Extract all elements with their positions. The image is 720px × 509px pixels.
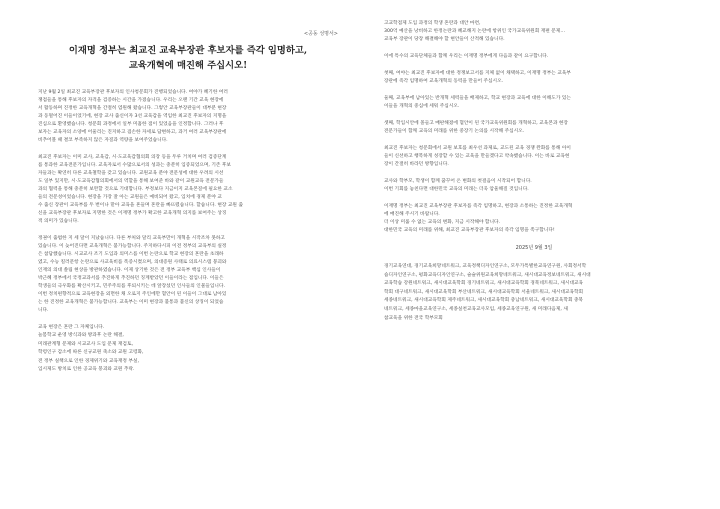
title-line: 교육개혁에 매진해 주십시오! <box>128 60 248 71</box>
demand-third <box>384 120 684 136</box>
text-line: 쟁점들을 통해 후보자의 자격을 검증하는 시간을 가졌습니다. 우리는 오랜 기간 교육 현장에 <box>38 98 224 103</box>
list-item: 학령인구 감소에 따른 신규교원 축소와 교원 고령화, <box>38 350 144 356</box>
text-line: 에 매진해 주시기 바랍니다. <box>384 212 440 217</box>
statement-tag: <공동 성명서> <box>303 31 338 37</box>
text-line: 서 활동하며 진정한 교육개혁을 간절히 염원해 왔습니다. 그렇안 교육부장관들이 대부분 현장 <box>38 106 227 111</box>
text-line: 인재의 의대 쏠림 현상을 방관하였습니다. 이제 상기한 것은 전 정부 교육부 핵심 인사들이 <box>38 268 221 273</box>
text-line: 정권이 출범한 지 세 달이 지났습니다. 다른 부처와 달리 교육부만이 개혁을 시작조차 못하고 <box>38 236 225 241</box>
text-line: 들이 신선하고 행복하게 성장할 수 있는 교육을 만들겠다고 약속했습니다. 이는 바로 교육현 <box>384 154 570 159</box>
text-line: 이재명 정부는 최교진 교육부장관 후보자를 즉각 임명하고, 현장과 소통하는 진정한 교육개혁 <box>384 204 573 209</box>
statement-date: 2025년 9월 3일 <box>515 245 553 251</box>
text-line: 니다. <box>38 308 49 313</box>
text-line: 이들을 개혁의 중심에 세워 주십시오. <box>384 104 460 109</box>
text-line: 둘째, 교육부에 남아있는 반개혁 세력들을 배제하고, 학교 현장과 교육에 대한 이해도가 있는 <box>384 96 571 101</box>
statement-title <box>38 43 338 73</box>
text-line: 박근혜 정부에서 국정교과서를 추진하게 추진하던 징계받았던 이들이라는 점입니다. 이들은 <box>38 276 224 281</box>
text-line: 더 이상 미룰 수 없는 교육의 변화, 지금 시작해야 합니다. <box>384 220 501 225</box>
text-line: 이에 특수의 교육단체들과 함께 우리는 이재명 정부에게 다음과 같이 요구합니다. <box>384 54 549 59</box>
right-paragraph <box>384 178 684 194</box>
list-item: 전 정부 실책으로 인한 경제위기와 교육재정 부실, <box>38 358 139 364</box>
text-line: 는 한 진정한 교육개혁은 불가능합니다. 교육부는 이미 현장과 불통과 불신의 상징이 되었습 <box>38 300 224 305</box>
text-line: 였고, 수능 킬러문항 논란으로 사교육비를 폭증시켰으며, 의대증원 사태로 의료시스템 붕괴와 <box>38 260 227 265</box>
list-item: 미래관계형 문제와 시교교사 도입 문제 재검토, <box>38 341 133 347</box>
text-line: 자들과는 확연히 다른 교육철학을 갖고 있습니다. 교원교육 분야 전문성에 대한 우려의 시선 <box>38 171 224 176</box>
text-line: 도 일부 있지만, 시·도교육감협의회에서의 역할을 통해 보여준 바와 같이 교원교육 전문가들 <box>38 179 224 184</box>
text-line: 적 의미가 있습니다. <box>38 219 79 224</box>
text-line: 세종네트워크, 새시대교육학회 제주네트워크, 새시대교육학회 충남네트워크, 새시대교육학회 충북 <box>384 298 584 304</box>
title-line: 이재명 정부는 최교진 교육부장관 후보자를 즉각 임명하고, <box>68 45 308 56</box>
text-line: 참교육을 위한 전국 학부모회 <box>384 315 443 321</box>
text-line: 경기교육연대, 경기교육희망네트워크, 교육정책디자인연구소, 모두가특별한교육연구원, 사회정서학 <box>384 264 587 269</box>
text-line: 은 참담했습니다. 시교교사 조기 도입과 의미스를 이번 논란으로 학교 현장의 혼란을 초래하 <box>38 252 224 257</box>
text-line: 장관에 즉각 임명하여 교육개혁의 동력을 만들어 주십시오. <box>384 79 504 84</box>
text-line: 학생들의 극우화를 확산시키고, 민주주의를 후퇴시키는 데 앞장섰던 인사들의 인물들입니다. <box>38 284 225 289</box>
list-item: 입시제도 방치로 인한 공교육 붕괴와 교원 추락. <box>38 367 135 373</box>
text-line: 비추어볼 때 결코 부족하지 않은 자질과 역량을 보여주었습니다. <box>38 138 168 143</box>
right-paragraph <box>384 53 684 61</box>
text-line: 이번 기회를 놓친다면 대한민국 교육의 미래는 더욱 암울해질 것입니다. <box>384 187 529 192</box>
text-line: 과 동떨어진 이들이었기에, 현장 교사 출신이자 3선 교육감을 역임한 최교진 후보자의 지명을 <box>38 114 227 119</box>
right-paragraph <box>384 145 684 169</box>
demand-first <box>384 70 684 86</box>
text-line: 있습니다. 이 늦어진다면 교육개혁은 불가능합니다. 주지하다시피 이전 정부의 교육부의 실정 <box>38 244 227 249</box>
left-paragraph <box>38 235 338 315</box>
list-item: 교육 현장은 혼란 그 자체입니다. <box>38 325 105 330</box>
closing-paragraph <box>384 203 684 235</box>
text-line: 습디자인연구소, 평화교육디자인연구소, 슬슬위원교육희망네트워크, 새시대교육정보네트워크, 새시대 <box>384 272 591 278</box>
right-page <box>360 0 720 509</box>
text-line: 수 출신 장관이 교육부를 두 번이나 맡아 교육을 흔들며 혼란을 빠뜨렸습니다. 할습니다. 현장 교원 출 <box>38 203 243 208</box>
text-line: 들의 전문성이었습니다. 현장을 가장 잘 아는 교원들은 예비되어 왔고, 입치에 경제 분야 교 <box>38 195 222 200</box>
text-line: 최교진 후보자는 이미 교사, 교육감, 시·도교육감협의회 의장 등을 두루 거치며 여러 검증단계 <box>38 155 227 160</box>
signatory-organizations <box>384 263 684 323</box>
issue-list <box>38 324 338 374</box>
text-line: 고교학점제 도입 과정의 학생 혼란과 대안 마련, <box>384 21 481 26</box>
text-line: 네트워크, 세종마을교육연구소, 세종실천교육교사모임, 세종교육연구원, 새 미래다음제, 새 <box>384 306 568 312</box>
text-line: 첫째, 여야는 최교진 후보자에 대한 정쟁보고서를 지체 없이 채택하고, 이재명 정부는 교육부 <box>384 71 571 76</box>
text-line: 보자는 교육자의 소양에 어울리는 진지하고 겸손한 자세로 답변하고, 과거 여러 교육부장관에 <box>38 130 227 135</box>
text-line: 장이 간절히 바라던 방향입니다. <box>384 162 449 167</box>
text-line: 학회 대구네트워크, 새시대교육학회 부산네트워크, 새시대교육학회 서울네트워크, 새시대교육학회 <box>384 289 584 295</box>
text-line: 교육학습 강원네트워크, 새시대교육학회 경기네트워크, 새시대교육학회 경북네트워크, 새시대교육 <box>384 281 584 287</box>
list-item: 늘봄학교 운영 방식과와 방과후 논란 해결, <box>38 333 124 339</box>
text-line: 진심으로 환영했습니다. 청문회 과정에서 일부 미흡한 점이 있었음을 인정합니다. 그러나 후 <box>38 122 224 127</box>
text-line: 과의 협력을 통해 충분히 보완할 것으로 기대합니다. 부정보다 지금이지 교육본질에 필요한 교소 <box>38 187 233 192</box>
left-paragraph <box>38 154 338 226</box>
text-line: 신을 교육부장관 후보자로 지명한 것은 이재명 정부가 확고한 교육개혁 의지를 보여주는 상징 <box>38 211 227 216</box>
text-line: 전문가들이 함께 교육의 미래를 위한 중장기 논의를 시작해 주십시오. <box>384 129 525 134</box>
text-line: 300억 예산을 낭비하고 한정논란과 혜교해지 논란에 항위인 국가교육위원회 재편 문제… <box>384 29 566 34</box>
text-line: 지난 9월 2일 최교진 교육부장관 후보자의 인사청문회가 진행되었습니다. 여야가 혜기한 여러 <box>38 90 228 95</box>
right-paragraph <box>384 20 684 44</box>
text-line: 셋째, 학입시안에 몰들고 매판해졌에 혈안이 된 국가교육위원회를 개혁하고, 교육본과 현장 <box>384 121 568 126</box>
text-line: 대한민국 교육의 미래를 위해, 최교진 교육부장관 후보자의 즉각 임명을 촉구합니다! <box>384 228 555 233</box>
text-line: 최교진 후보자는 청문회에서 교원 보호를 최우선 과제로, 교도된 교육 경쟁 완화를 통해 아이 <box>384 146 571 151</box>
text-line: 교육부 장관이 당장 해결해야 할 현안들이 산적해 있습니다. <box>384 37 505 42</box>
text-line: 를 통과한 교육전문가입니다. 교육자로서 수많으로서의 성과는 충분히 입증되었으며, 기존 후보 <box>38 163 231 168</box>
demand-second <box>384 95 684 111</box>
text-line: 이번 정치편향적으로 교육현장을 외면한 채 오로지 주인에만 혈안이 된 이들이 그대로 남아있 <box>38 292 227 297</box>
text-line: 교사와 학부모, 학생이 함께 꿈꾸어 온 변화의 첫걸음이 시작되어 합니다. <box>384 179 532 184</box>
left-paragraph <box>38 89 338 145</box>
